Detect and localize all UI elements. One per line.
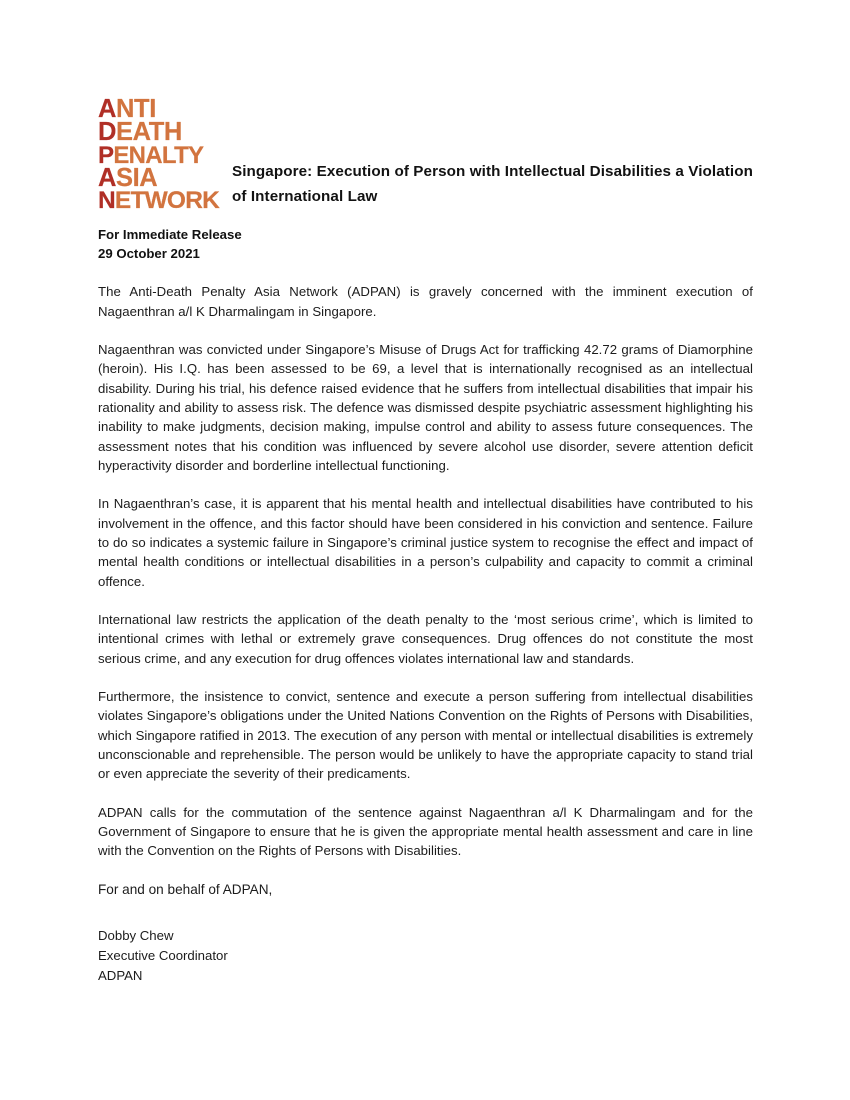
release-status: For Immediate Release <box>98 227 242 242</box>
logo-lead-letter: A <box>98 163 117 192</box>
document-header <box>98 95 753 215</box>
release-header <box>98 226 753 263</box>
logo-lead-letter: P <box>98 141 114 169</box>
body-paragraph: The Anti-Death Penalty Asia Network (ADPAN) is gravely concerned with the imminent execution of Nagaenthran a/l K Dharmalingam in Singapore. <box>98 284 753 319</box>
body-paragraph: In Nagaenthran’s case, it is apparent that his mental health and intellectual disabilities have contributed to his involvement in the offence, and this factor should have been considered in his conviction and sentence. Failure to do so indicates a systemic failure in Singapore’s criminal justice system to recognise the effect and impact of mental health conditions or intellectual disabilities in a person’s culpability and capacity to commit a criminal offence. <box>98 496 753 589</box>
signoff-line: For and on behalf of ADPAN, <box>98 881 273 897</box>
body-paragraph: International law restricts the application of the death penalty to the ‘most serious crime’, which is limited to intentional crimes with lethal or extremely grave consequences. Drug offences do not constitute the most serious crime, and any execution for drug offences violates international law and standards. <box>98 612 753 666</box>
logo-lead-letter: A <box>98 95 117 123</box>
body-paragraph: ADPAN calls for the commutation of the sentence against Nagaenthran a/l K Dharmalingam and for the Government of Singapore to ensure that he is given the appropriate mental health assessment and care in line with the Convention on the Rights of Persons with Disabilities. <box>98 804 753 859</box>
release-date: 29 October 2021 <box>98 245 200 261</box>
signatory-organisation: ADPAN <box>98 968 143 984</box>
document-body <box>98 226 753 987</box>
signatory-name: Dobby Chew <box>98 927 174 943</box>
logo-rest-letters: ETWORK <box>114 187 219 215</box>
page-title: Singapore: Execution of Person with Intellectual Disabilities a Violation of International Law <box>232 163 753 205</box>
logo-lead-letter: N <box>98 187 115 215</box>
logo-rest-letters: NTI <box>116 95 156 123</box>
signatory-role: Executive Coordinator <box>98 947 228 963</box>
signature-block <box>98 926 753 987</box>
logo-lead-letter: D <box>98 118 117 147</box>
body-paragraph: Nagaenthran was convicted under Singapore’s Misuse of Drugs Act for trafficking 42.72 grams of Diamorphine (heroin). His I.Q. has been assessed to be 69, a level that is internationally recognised as an intellectual disability. During his trial, his defence raised evidence that he suffers from intellectual disabilities that impair his rationality and ability to assess risk. The defence was dismissed despite psychiatric assessment highlighting his inability to make judgments, decision making, impulse control and ability to assess future consequences. The assessment notes that his condition was influenced by severe alcohol use disorder, severe attention deficit hyperactivity disorder and borderline intellectual functioning. <box>98 342 753 474</box>
title-container <box>210 98 753 209</box>
logo-rest-letters: SIA <box>116 163 158 192</box>
adpan-logo <box>98 95 219 215</box>
logo-line-network <box>98 187 219 215</box>
logo-rest-letters: EATH <box>116 118 182 147</box>
body-paragraph: Furthermore, the insistence to convict, sentence and execute a person suffering from intellectual disabilities violates Singapore’s obligations under the United Nations Convention on the Rights of Persons with Disabilities, which Singapore ratified in 2013. The execution of any person with mental or intellectual disabilities is extremely unconscionable and reprehensible. The person would be unlikely to have the appropriate capacity to stand trial or even appreciate the severity of their predicaments. <box>98 689 753 782</box>
logo-rest-letters: ENALTY <box>113 141 204 169</box>
